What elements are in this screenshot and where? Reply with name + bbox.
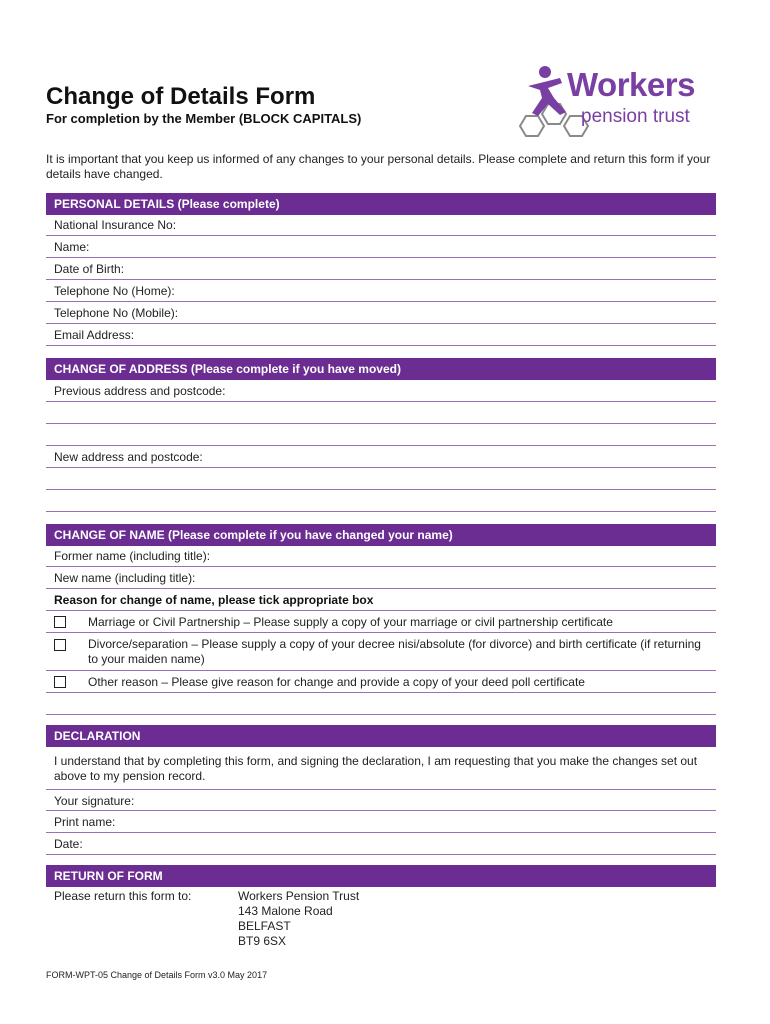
return-address-line: BELFAST [238, 919, 291, 933]
new-address-field[interactable]: New address and postcode: [46, 446, 716, 468]
print-name-field[interactable]: Print name: [46, 811, 716, 833]
divorce-option-label: Divorce/separation – Please supply a copy of your decree nisi/absolute (for divorce) and birth certificate (if returning to your maiden name) [88, 637, 701, 666]
personal-details-heading: PERSONAL DETAILS (Please complete) [46, 193, 716, 215]
return-address-line: 143 Malone Road [238, 904, 333, 918]
marriage-option-label: Marriage or Civil Partnership – Please supply a copy of your marriage or civil partnership certificate [88, 615, 613, 629]
date-field[interactable]: Date: [46, 833, 716, 855]
reason-option-other [46, 671, 716, 693]
return-address-line: BT9 6SX [238, 934, 287, 948]
reason-option-divorce [46, 633, 716, 671]
figure-icon [528, 66, 566, 116]
logo-subtitle: pension trust [581, 106, 690, 127]
other-reason-line[interactable] [46, 693, 716, 715]
previous-address-field[interactable]: Previous address and postcode: [46, 380, 716, 402]
new-address-line[interactable] [46, 468, 716, 490]
reason-option-marriage [46, 611, 716, 633]
other-reason-checkbox[interactable] [54, 676, 66, 688]
name-field[interactable]: Name: [46, 236, 716, 258]
declaration-text: I understand that by completing this form, and signing the declaration, I am requesting that you make the changes set out above to my pension record. [54, 754, 698, 783]
intro-text: It is important that you keep us informed of any changes to your personal details. Please complete and return this form if your details have changed. [46, 152, 711, 181]
page-subtitle: For completion by the Member (BLOCK CAPITALS) [46, 111, 362, 126]
former-name-field[interactable]: Former name (including title): [46, 545, 716, 567]
reason-heading: Reason for change of name, please tick appropriate box [46, 589, 716, 611]
telephone-home-field[interactable]: Telephone No (Home): [46, 280, 716, 302]
change-of-name-heading: CHANGE OF NAME (Please complete if you have changed your name) [46, 524, 716, 546]
previous-address-line[interactable] [46, 402, 716, 424]
divorce-checkbox[interactable] [54, 639, 66, 651]
telephone-mobile-field[interactable]: Telephone No (Mobile): [46, 302, 716, 324]
marriage-checkbox[interactable] [54, 616, 66, 628]
return-label: Please return this form to: [54, 889, 192, 903]
return-of-form-heading: RETURN OF FORM [46, 865, 716, 887]
dob-field[interactable]: Date of Birth: [46, 258, 716, 280]
change-of-address-heading: CHANGE OF ADDRESS (Please complete if you have moved) [46, 358, 716, 380]
signature-field[interactable]: Your signature: [46, 789, 716, 811]
declaration-heading: DECLARATION [46, 725, 716, 747]
page-title: Change of Details Form [46, 83, 316, 110]
ni-number-field[interactable]: National Insurance No: [46, 214, 716, 236]
logo-wordmark: Workers [567, 66, 695, 103]
new-address-line[interactable] [46, 490, 716, 512]
form-reference-footer: FORM-WPT-05 Change of Details Form v3.0 May 2017 [46, 970, 268, 980]
previous-address-line[interactable] [46, 424, 716, 446]
return-address-line: Workers Pension Trust [238, 889, 360, 903]
new-name-field[interactable]: New name (including title): [46, 567, 716, 589]
email-field[interactable]: Email Address: [46, 324, 716, 346]
other-option-label: Other reason – Please give reason for change and provide a copy of your deed poll certificate [88, 675, 585, 689]
